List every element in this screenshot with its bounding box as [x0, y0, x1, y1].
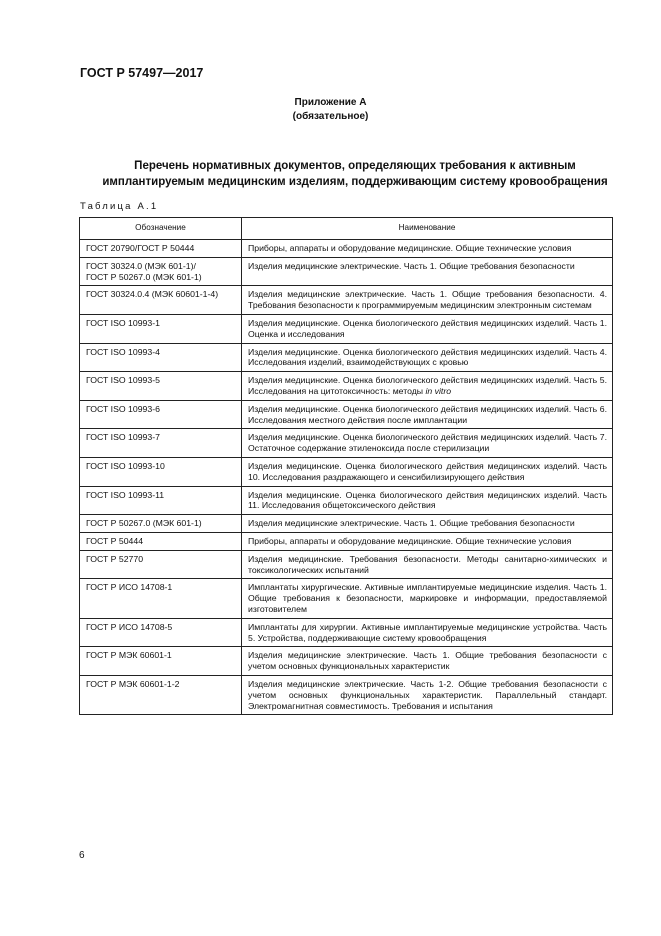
document-name-cell: Изделия медицинские электрические. Часть 1. Общие требования безопасности [242, 515, 613, 533]
document-name-cell: Изделия медицинские электрические. Часть 1. Общие требования безопасности [242, 257, 613, 286]
document-name-cell: Изделия медицинские. Оценка биологического действия медицинских изделий. Часть 6. Исследования местного действия после имплантации [242, 400, 613, 429]
column-header-name: Наименование [242, 218, 613, 240]
document-designation-cell: ГОСТ Р 52770 [80, 550, 242, 579]
table-header-row [80, 218, 613, 240]
document-designation-cell: ГОСТ ISO 10993-1 [80, 314, 242, 343]
document-name-cell: Изделия медицинские. Оценка биологического действия медицинских изделий. Часть 5. Исследования на цитотоксичность: методы in vitro [242, 372, 613, 401]
document-designation-cell: ГОСТ Р МЭК 60601-1-2 [80, 675, 242, 714]
document-designation-cell: ГОСТ Р 50267.0 (МЭК 601-1) [80, 515, 242, 533]
normative-documents-table [79, 217, 613, 715]
document-name-cell: Изделия медицинские электрические. Часть 1. Общие требования безопасности. 4. Требования безопасности к программируемым медицинским электронным системам [242, 286, 613, 315]
table-row [80, 286, 613, 315]
table-body [80, 240, 613, 715]
document-designation-cell: ГОСТ ISO 10993-4 [80, 343, 242, 372]
table-row [80, 257, 613, 286]
document-designation-cell: ГОСТ 30324.0 (МЭК 601-1)/ ГОСТ Р 50267.0 (МЭК 601-1) [80, 257, 242, 286]
document-name-cell: Изделия медицинские электрические. Часть 1. Общие требования безопасности с учетом основных функциональных характеристик [242, 647, 613, 676]
document-designation-cell: ГОСТ Р ИСО 14708-5 [80, 618, 242, 647]
document-name-cell: Изделия медицинские. Оценка биологического действия медицинских изделий. Часть 10. Исследования раздражающего и сенсибилизирующего действия [242, 457, 613, 486]
table-caption: Таблица А.1 [80, 201, 159, 212]
document-designation-cell: ГОСТ 20790/ГОСТ Р 50444 [80, 240, 242, 258]
table-row [80, 486, 613, 515]
document-designation-cell: ГОСТ ISO 10993-6 [80, 400, 242, 429]
document-name-cell: Приборы, аппараты и оборудование медицинские. Общие технические условия [242, 240, 613, 258]
table-row [80, 618, 613, 647]
table-row [80, 400, 613, 429]
table-row [80, 457, 613, 486]
table-row [80, 372, 613, 401]
table-row [80, 429, 613, 458]
table-row [80, 515, 613, 533]
document-designation-cell: ГОСТ ISO 10993-10 [80, 457, 242, 486]
annex-status: (обязательное) [292, 111, 369, 122]
document-name-cell: Изделия медицинские. Оценка биологического действия медицинских изделий. Часть 11. Исследования общетоксического действия [242, 486, 613, 515]
document-designation-cell: ГОСТ ISO 10993-5 [80, 372, 242, 401]
document-name-cell: Изделия медицинские. Оценка биологического действия медицинских изделий. Часть 1. Оценка и исследования [242, 314, 613, 343]
document-code: ГОСТ Р 57497—2017 [80, 66, 204, 80]
page-number: 6 [79, 850, 85, 861]
document-designation-cell: ГОСТ Р МЭК 60601-1 [80, 647, 242, 676]
document-name-cell: Приборы, аппараты и оборудование медицинские. Общие технические условия [242, 532, 613, 550]
document-designation-cell: ГОСТ Р 50444 [80, 532, 242, 550]
document-name-cell: Имплантаты хирургические. Активные имплантируемые медицинские изделия. Часть 1. Общие требования к безопасности, маркировке и информации, предоставляемой изготовителем [242, 579, 613, 618]
document-name-cell: Изделия медицинские. Оценка биологического действия медицинских изделий. Часть 7. Остаточное содержание этиленоксида после стерилизации [242, 429, 613, 458]
table-row [80, 550, 613, 579]
document-designation-cell: ГОСТ ISO 10993-7 [80, 429, 242, 458]
column-header-designation: Обозначение [80, 218, 242, 240]
section-title-line-1: Перечень нормативных документов, определяющих требования к активным [134, 160, 576, 172]
table-row [80, 343, 613, 372]
table-row [80, 675, 613, 714]
table-row [80, 579, 613, 618]
document-name-cell: Имплантаты для хирургии. Активные имплантируемые медицинские устройства. Часть 5. Устройства, поддерживающие систему кровообращения [242, 618, 613, 647]
table-row [80, 647, 613, 676]
table-row [80, 314, 613, 343]
table-row [80, 240, 613, 258]
section-title-line-2: имплантируемым медицинским изделиям, поддерживающим систему кровообращения [102, 176, 608, 188]
document-designation-cell: ГОСТ Р ИСО 14708-1 [80, 579, 242, 618]
annex-heading [0, 96, 661, 124]
document-designation-cell: ГОСТ ISO 10993-11 [80, 486, 242, 515]
document-name-cell: Изделия медицинские электрические. Часть 1-2. Общие требования безопасности с учетом основных функциональных характеристик. Параллельный стандарт. Электромагнитная совместимость. Требования и испытания [242, 675, 613, 714]
section-title [60, 158, 650, 190]
document-name-cell: Изделия медицинские. Оценка биологического действия медицинских изделий. Часть 4. Исследования изделий, взаимодействующих с кровью [242, 343, 613, 372]
document-name-cell: Изделия медицинские. Требования безопасности. Методы санитарно-химических и токсикологических испытаний [242, 550, 613, 579]
document-designation-cell: ГОСТ 30324.0.4 (МЭК 60601-1-4) [80, 286, 242, 315]
table-row [80, 532, 613, 550]
annex-title: Приложение А [294, 97, 367, 108]
